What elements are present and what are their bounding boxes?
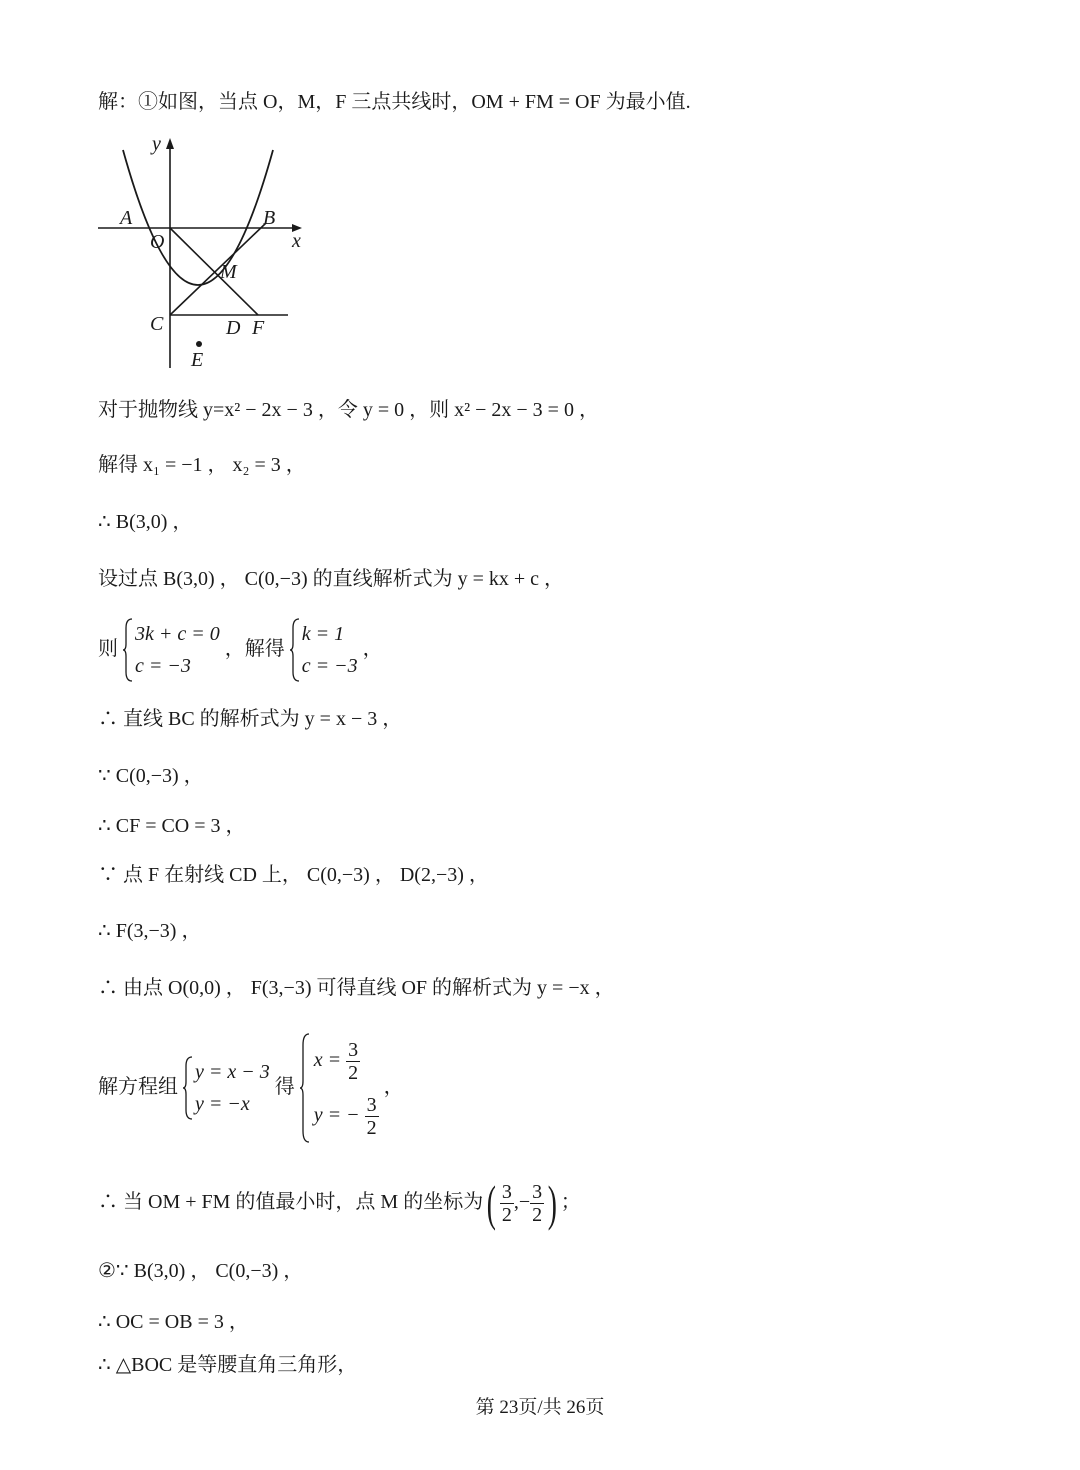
fraction-denominator: 2 bbox=[366, 1117, 377, 1140]
label-x: x bbox=[292, 230, 301, 252]
page-footer: 第 23页/共 26页 bbox=[475, 1397, 605, 1418]
left-paren: ( bbox=[486, 1175, 497, 1232]
system-row: k = 1 bbox=[301, 623, 345, 646]
line-oc-ob: ∴ OC = OB = 3 ， bbox=[98, 1311, 249, 1333]
solution-intro: 解：①如图，当点 O，M，F 三点共线时，OM + FM = OF 为最小值. bbox=[98, 91, 691, 113]
solve-mid: 得 bbox=[274, 1076, 295, 1098]
result-y-lhs: y = − bbox=[313, 1104, 360, 1127]
solve-equations bbox=[183, 1056, 270, 1120]
line-set-bc: 设过点 B(3,0) ， C(0,−3) 的直线解析式为 y = kx + c ， bbox=[98, 568, 565, 590]
fraction bbox=[530, 1181, 544, 1226]
solve-result bbox=[300, 1033, 379, 1143]
fraction-denominator: 2 bbox=[532, 1203, 543, 1226]
result-x-lhs: x = bbox=[313, 1049, 342, 1072]
line-point-f: ∴ F(3,−3) ， bbox=[98, 920, 202, 942]
system-suffix: ， bbox=[362, 638, 383, 660]
line-point-m bbox=[98, 1172, 581, 1232]
label-o: O bbox=[150, 231, 165, 253]
fraction bbox=[500, 1181, 514, 1226]
right-paren: ) bbox=[547, 1175, 558, 1232]
coord-separator: ,− bbox=[513, 1191, 531, 1213]
label-e: E bbox=[191, 349, 204, 371]
line-roots: 解得 x₁ = −1 ， x₂ = 3 ， bbox=[98, 454, 306, 476]
system-row: 3k + c = 0 bbox=[135, 623, 220, 646]
solve-prefix: 解方程组 bbox=[98, 1076, 178, 1098]
line-bc-equation: ∴ 直线 BC 的解析式为 y = x − 3 ， bbox=[98, 708, 403, 730]
line-of-equation: ∴ 由点 O(0,0) ， F(3,−3) 可得直线 OF 的解析式为 y = −x ， bbox=[98, 977, 615, 999]
system-prefix: 则 bbox=[98, 638, 118, 660]
label-c: C bbox=[150, 313, 164, 335]
fraction-denominator: 2 bbox=[348, 1062, 359, 1085]
line-point-c: ∵ C(0,−3) ， bbox=[98, 765, 204, 787]
system-row: y = x − 3 bbox=[195, 1061, 270, 1084]
line-system-kc bbox=[98, 614, 383, 684]
label-f: F bbox=[252, 317, 265, 339]
fraction-numerator: 3 bbox=[366, 1094, 377, 1117]
system-row: y = −x bbox=[195, 1093, 250, 1116]
line-bc bbox=[170, 223, 266, 315]
label-y: y bbox=[152, 133, 161, 155]
parabola-curve bbox=[123, 150, 276, 285]
fraction-numerator: 3 bbox=[348, 1039, 359, 1062]
label-d: D bbox=[226, 317, 241, 339]
line-parabola: 对于抛物线 y=x² − 2x − 3 ，令 y = 0 ，则 x² − 2x − 3 = 0 ， bbox=[98, 399, 599, 421]
point-e bbox=[196, 341, 202, 347]
system-equations-1 bbox=[123, 618, 220, 682]
label-m: M bbox=[220, 261, 237, 283]
parabola-figure bbox=[90, 130, 320, 375]
label-b: B bbox=[263, 207, 276, 229]
fraction bbox=[346, 1039, 360, 1084]
line-f-on-ray: ∵ 点 F 在射线 CD 上， C(0,−3) ， D(2,−3) ， bbox=[98, 864, 489, 886]
line-point-b: ∴ B(3,0) ， bbox=[98, 511, 193, 533]
fraction-numerator: 3 bbox=[501, 1180, 512, 1203]
y-axis-arrow-icon bbox=[166, 138, 174, 149]
fraction-denominator: 2 bbox=[501, 1203, 512, 1226]
solve-suffix: ， bbox=[383, 1076, 404, 1098]
system-mid: ，解得 bbox=[224, 638, 285, 660]
line-part-two: ②∵ B(3,0) ， C(0,−3) ， bbox=[98, 1260, 304, 1282]
line-solve-system bbox=[98, 1030, 404, 1144]
point-m-suffix: ； bbox=[560, 1191, 581, 1213]
result-row-y bbox=[314, 1088, 379, 1143]
result-row-x bbox=[314, 1033, 379, 1088]
label-a: A bbox=[120, 207, 133, 229]
system-equations-2 bbox=[290, 618, 358, 682]
system-row: c = −3 bbox=[135, 655, 191, 678]
point-m-prefix: ∴ 当 OM + FM 的值最小时，点 M 的坐标为 bbox=[98, 1191, 484, 1213]
line-cf-co: ∴ CF = CO = 3 ， bbox=[98, 815, 246, 837]
system-row: c = −3 bbox=[301, 655, 358, 678]
fraction-numerator: 3 bbox=[532, 1180, 543, 1203]
line-triangle: ∴ △BOC 是等腰直角三角形， bbox=[98, 1354, 358, 1376]
fraction bbox=[365, 1094, 379, 1139]
